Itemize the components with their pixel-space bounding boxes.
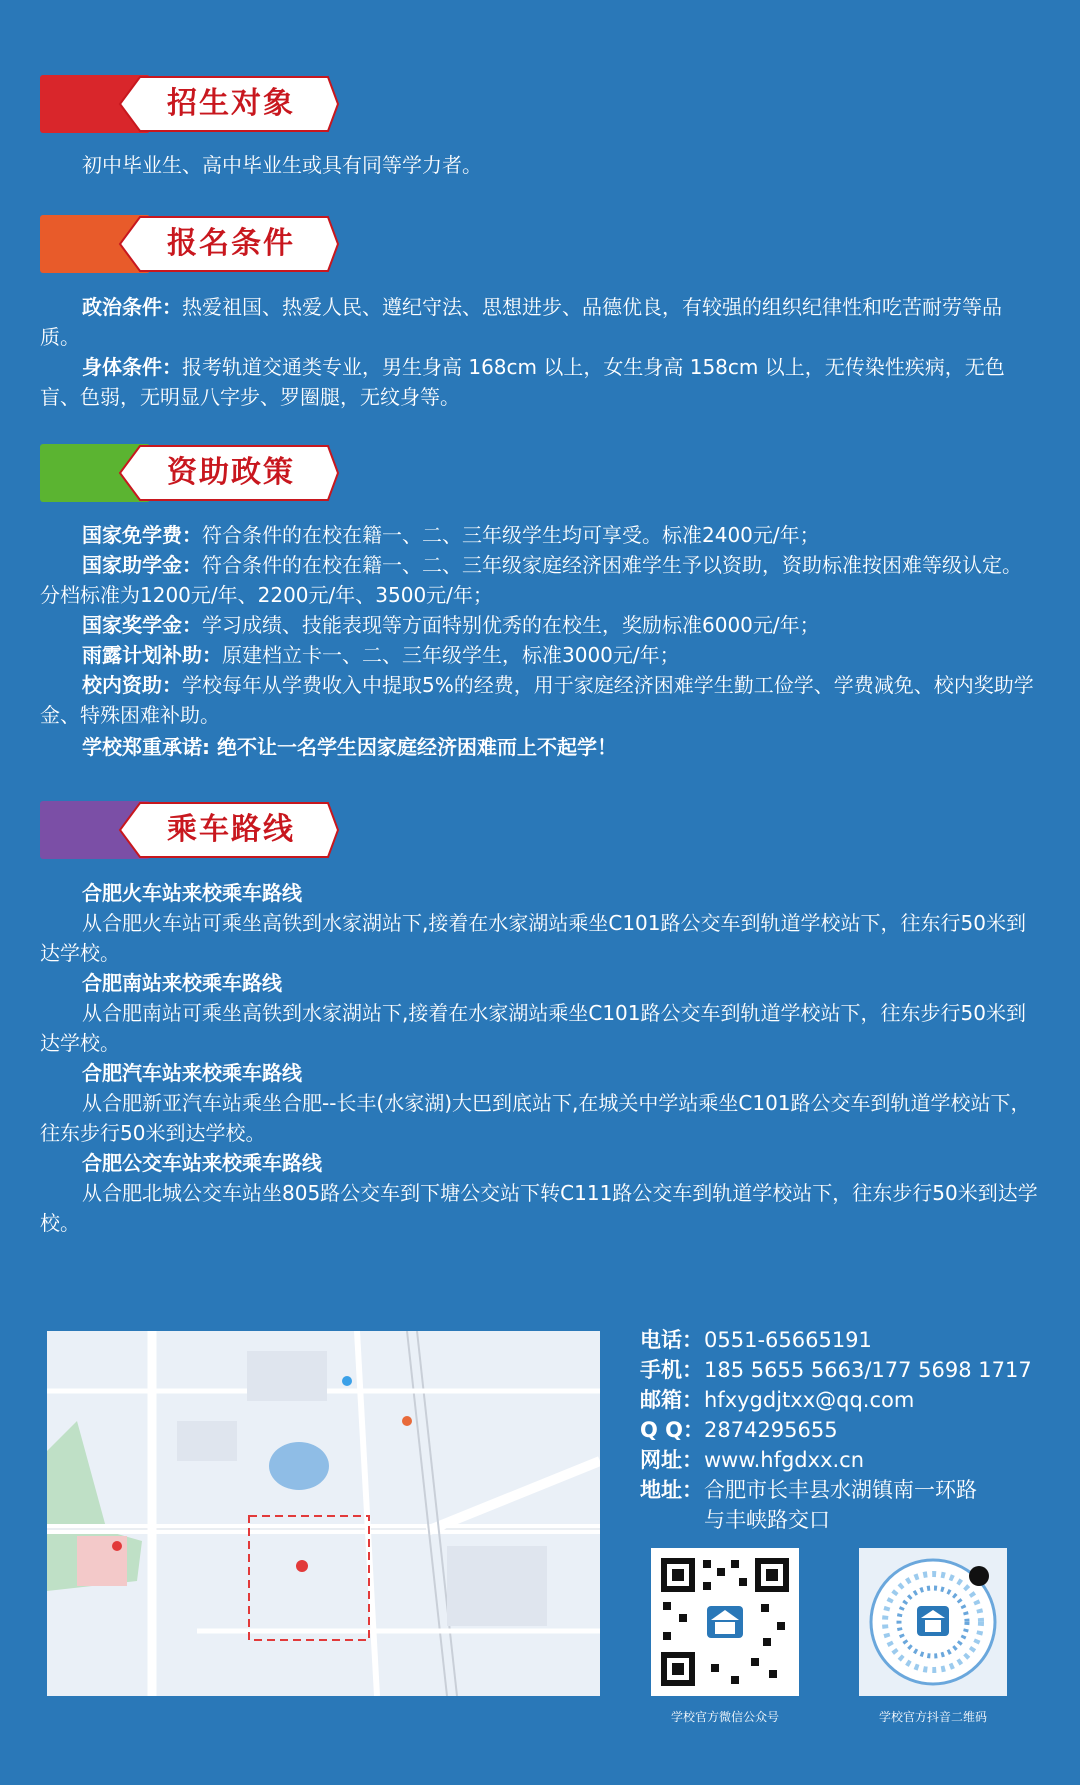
wechat-qr-caption: 学校官方微信公众号 [670,1710,779,1724]
contact-qq [640,1415,838,1445]
contact-value: 2874295655 [704,1418,838,1442]
section-heading: 招生对象 [167,86,295,121]
aid-free-text: 符合条件的在校在籍一、二、三年级学生均可享受。标准2400元/年； [202,523,820,547]
contact-value: hfxygdjtxx@qq.com [704,1388,915,1412]
wechat-qr-code [651,1548,799,1696]
aid-rain-label: 雨露计划补助： [82,643,222,667]
section-heading: 资助政策 [167,455,295,490]
qr-graphic [859,1548,1007,1696]
contact-key: 邮箱： [640,1388,703,1412]
enroll-text: 初中毕业生、高中毕业生或具有同等学力者。 [82,153,482,177]
contact-key: 电话： [640,1328,703,1352]
aid-free-label: 国家免学费： [82,523,202,547]
physical-label: 身体条件： [82,355,182,379]
aid-scholar [40,610,1040,640]
aid-grant-label: 国家助学金： [82,553,202,577]
route-text: 从合肥火车站可乘坐高铁到水家湖站下,接着在水家湖站乘坐C101路公交车到轨道学校站下，往东行50米到达学校。 [40,911,1026,965]
section-heading: 报名条件 [167,226,295,261]
douyin-qr-code [859,1548,1007,1696]
section-title-aid [40,444,340,502]
contact-key: 手机： [640,1358,703,1382]
section-title-conditions [40,215,340,273]
contact-key: Q Q： [640,1418,705,1442]
contact-value: 与丰峡路交口 [704,1508,830,1532]
aid-rain [40,640,1040,670]
aid-school-text: 学校每年从学费收入中提取5%的经费，用于家庭经济困难学生勤工俭学、学费减免、校内奖助学金、特殊困难补助。 [40,673,1034,727]
aid-promise: 学校郑重承诺: 绝不让一名学生因家庭经济困难而上不起学！ [82,735,617,759]
physical-condition [40,352,1040,412]
contact-address-line2 [704,1505,830,1535]
contact-web [640,1445,864,1475]
aid-rain-text: 原建档立卡一、二、三年级学生，标准3000元/年； [222,643,680,667]
contact-key: 网址： [640,1448,703,1472]
aid-scholar-label: 国家奖学金： [82,613,202,637]
contact-value: 185 5655 5663/177 5698 1717 [704,1358,1032,1382]
route-title: 合肥南站来校乘车路线 [82,971,282,995]
route-title: 合肥公交车站来校乘车路线 [82,1151,322,1175]
route-text: 从合肥新亚汽车站乘坐合肥--长丰(水家湖)大巴到底站下,在城关中学站乘坐C101路公交车到轨道学校站下，往东步行50米到达学校。 [40,1091,1031,1145]
section-title-routes [40,801,340,859]
contact-phone [640,1325,872,1355]
contact-mobile [640,1355,1032,1385]
aid-grant [40,550,1040,610]
section-title-enroll [40,75,340,133]
political-condition [40,292,1040,352]
location-map [47,1331,600,1696]
aid-scholar-text: 学习成绩、技能表现等方面特别优秀的在校生，奖励标准6000元/年； [202,613,820,637]
contact-key: 地址： [640,1478,703,1502]
qr-graphic [651,1548,799,1696]
route-title: 合肥火车站来校乘车路线 [82,881,302,905]
aid-grant-text: 符合条件的在校在籍一、二、三年级家庭经济困难学生予以资助，资助标准按困难等级认定。分档标准为1200元/年、2200元/年、3500元/年； [40,553,1022,607]
contact-value: 0551-65665191 [704,1328,872,1352]
contact-email [640,1385,914,1415]
political-label: 政治条件： [82,295,182,319]
contact-address [640,1475,977,1505]
contact-value: www.hfgdxx.cn [704,1448,865,1472]
aid-school [40,670,1040,730]
section-heading: 乘车路线 [167,812,295,847]
map-graphic [47,1331,600,1696]
contact-value: 合肥市长丰县水湖镇南一环路 [704,1478,977,1502]
aid-free [40,520,1040,550]
route-title: 合肥汽车站来校乘车路线 [82,1061,302,1085]
physical-text: 报考轨道交通类专业，男生身高 168cm 以上，女生身高 158cm 以上，无传染性疾病，无色盲、色弱，无明显八字步、罗圈腿，无纹身等。 [40,355,1005,409]
route-text: 从合肥北城公交车站坐805路公交车到下塘公交站下转C111路公交车到轨道学校站下，往东步行50米到达学校。 [40,1181,1038,1235]
douyin-qr-caption: 学校官方抖音二维码 [878,1710,987,1724]
route-text: 从合肥南站可乘坐高铁到水家湖站下,接着在水家湖站乘坐C101路公交车到轨道学校站下，往东步行50米到达学校。 [40,1001,1026,1055]
political-text: 热爱祖国、热爱人民、遵纪守法、思想进步、品德优良，有较强的组织纪律性和吃苦耐劳等品质。 [40,295,1002,349]
aid-school-label: 校内资助： [82,673,182,697]
